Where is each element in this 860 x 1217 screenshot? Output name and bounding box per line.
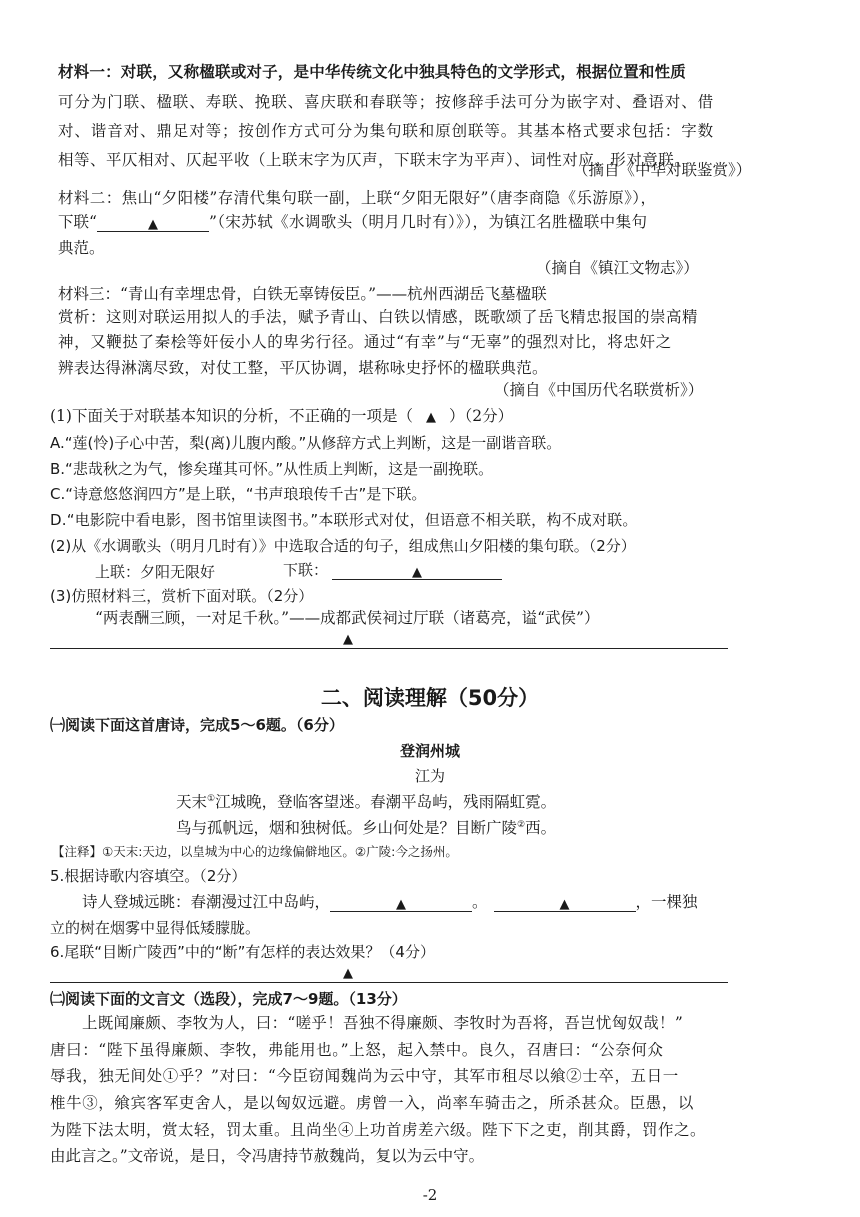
q2-upper: 上联：夕阳无限好 <box>95 563 216 581</box>
material2-source: （摘自《镇江文物志》） <box>536 259 699 277</box>
prose-line: 由此言之。”文帝说，是日，令冯唐持节赦魏尚，复以为云中守。 <box>50 1147 485 1165</box>
prose-line: 为陛下法太明，赏太轻，罚太重。且尚坐④上功首虏差六级。陛下下之吏，削其爵，罚作之。 <box>50 1121 707 1139</box>
q3-answer-line[interactable] <box>50 648 728 649</box>
material1-line: 相等、平仄相对、仄起平收（上联末字为仄声，下联末字为平声）、词性对应、形对意联。 <box>58 151 691 169</box>
material1-line <box>58 62 686 82</box>
q6-answer-mark <box>343 962 353 984</box>
q1-stem-pre: (1)下面关于对联基本知识的分析，不正确的一项是（ <box>50 407 413 425</box>
q5-blank-1[interactable] <box>330 893 472 912</box>
footnote-2: ② <box>517 820 526 830</box>
q5-line2: 立的树在烟雾中显得低矮朦胧。 <box>50 919 261 937</box>
answer-mark-icon: ▲ <box>559 897 570 912</box>
material2-line2 <box>58 212 647 232</box>
q1-answer-slot[interactable] <box>413 406 449 428</box>
material3-line: 赏析：这则对联运用拟人的手法，赋予青山、白铁以情感，既歌颂了岳飞精忠报国的崇高精 <box>58 308 699 326</box>
part1-title: ㈠阅读下面这首唐诗，完成5～6题。（6分） <box>50 716 344 734</box>
q6-stem: 6.尾联“目断广陵西”中的“断”有怎样的表达效果？（4分） <box>50 943 435 961</box>
material3-line: 神，又鞭挞了秦桧等奸佞小人的卑劣行径。通过“有幸”与“无辜”的强烈对比，将忠奸之 <box>58 333 672 351</box>
q1-option-d: D.“电影院中看电影，图书馆里读图书。”本联形式对仗，但语意不相关联，构不成对联。 <box>50 511 638 529</box>
material1-line: 可分为门联、楹联、寿联、挽联、喜庆联和春联等；按修辞手法可分为嵌字对、叠语对、借 <box>58 93 715 111</box>
prose-line: 唐曰：“陛下虽得廉颇、李牧，弗能用也。”上怒，起入禁中。良久，召唐曰：“公奈何众 <box>50 1041 664 1059</box>
q2-lower <box>283 560 502 580</box>
prose-line: 椎牛③，飨宾客军吏舍人，是以匈奴远避。虏曾一入，尚率车骑击之，所杀甚众。臣愚，以 <box>50 1094 695 1112</box>
poem-line1-b: 江城晚，登临客望迷。春潮平岛屿，残雨隔虹霓。 <box>215 793 557 812</box>
q2-stem: (2)从《水调歌头（明月几时有）》中选取合适的句子，组成焦山夕阳楼的集句联。（2分） <box>50 537 636 555</box>
material3-line: 辨表达得淋漓尽致，对仗工整，平仄协调，堪称咏史抒怀的楹联典范。 <box>58 359 548 377</box>
poem-line2-a: 鸟与孤帆远，烟和独树低。乡山何处是？目断广陵 <box>176 819 518 838</box>
q5-line1-pre: 诗人登城远眺：春潮漫过江中岛屿， <box>82 893 331 911</box>
q3-stem: (3)仿照材料三，赏析下面对联。（2分） <box>50 587 314 605</box>
q5-line1-mid: 。 <box>472 893 488 911</box>
material2-line2-post: ”（宋苏轼《水调歌头（明月几时有）》），为镇江名胜楹联中集句 <box>208 213 648 231</box>
q5-line1-post: ，一棵独 <box>635 893 698 911</box>
material3-line1: 材料三：“青山有幸埋忠骨，白铁无辜铸佞臣。”——杭州西湖岳飞墓楹联 <box>58 285 547 303</box>
q1-stem-post: ）（2分） <box>448 407 514 425</box>
poem-note: 【注释】①天末:天边，以皇城为中心的边缘偏僻地区。②广陵:今之扬州。 <box>52 844 458 859</box>
page-number: -2 <box>422 1186 438 1204</box>
poem-title: 登润州城 <box>399 742 460 760</box>
material1-line: 对、谐音对、鼎足对等；按创作方式可分为集句联和原创联等。其基本格式要求包括：字数 <box>58 122 715 140</box>
answer-mark-icon: ▲ <box>343 966 353 981</box>
poem-line1 <box>176 789 556 812</box>
poem-line1-a: 天末 <box>176 793 208 812</box>
material2-line1: 材料二：焦山“夕阳楼”存清代集句联一副，上联“夕阳无限好”（唐李商隐《乐游原》）， <box>58 189 657 207</box>
q2-answer-blank[interactable] <box>332 561 502 580</box>
material3-source: （摘自《中国历代名联赏析》） <box>494 381 704 399</box>
q5-line1 <box>82 892 698 912</box>
q1-option-c: C.“诗意悠悠润四方”是上联，“书声琅琅传千古”是下联。 <box>50 485 427 503</box>
part2-title: ㈡阅读下面的文言文（选段），完成7～9题。（13分） <box>50 990 407 1008</box>
answer-mark-icon: ▲ <box>343 632 353 647</box>
prose-line: 上既闻廉颇、李牧为人，曰：“嗟乎！吾独不得廉颇、李牧时为吾将，吾岂忧匈奴哉！” <box>82 1014 684 1032</box>
poem-author: 江为 <box>414 767 445 785</box>
q2-lower-label: 下联： <box>283 561 329 579</box>
answer-mark-icon: ▲ <box>147 217 158 232</box>
prose-line: 辱我，独无间处①乎？”对曰：“今臣窃闻魏尚为云中守，其军市租尽以飨②士卒，五日一 <box>50 1067 679 1085</box>
answer-mark-icon: ▲ <box>412 565 423 580</box>
poem-line2-b: 西。 <box>525 819 557 838</box>
q3-answer-mark <box>343 628 353 650</box>
material2-line3: 典范。 <box>58 239 105 257</box>
q1-option-a: A.“莲(怜)子心中苦，梨(离)儿腹内酸。”从修辞方式上判断，这是一副谐音联。 <box>50 434 562 452</box>
q1-stem <box>50 406 513 428</box>
answer-mark-icon: ▲ <box>396 897 407 912</box>
q6-answer-line[interactable] <box>50 982 728 983</box>
poem-line2 <box>176 815 556 838</box>
material1-source: （摘自《中华对联鉴赏》） <box>573 161 752 179</box>
q5-stem: 5.根据诗歌内容填空。（2分） <box>50 867 247 885</box>
q1-option-b: B.“悲哉秋之为气，惨矣瑾其可怀。”从性质上判断，这是一副挽联。 <box>50 460 494 478</box>
q5-blank-2[interactable] <box>494 893 636 912</box>
answer-mark-icon: ▲ <box>425 410 436 425</box>
material1-line-text: 材料一：对联，又称楹联或对子，是中华传统文化中独具特色的文学形式，根据位置和性质 <box>58 62 687 81</box>
q3-couplet: “两表酬三顾，一对足千秋。”——成都武侯祠过厅联（诸葛亮，谥“武侯”） <box>95 609 600 627</box>
material2-answer-blank[interactable] <box>97 213 209 232</box>
material2-line2-pre: 下联“ <box>58 213 97 231</box>
section2-title: 二、阅读理解（50分） <box>320 686 540 710</box>
footnote-1: ① <box>207 794 216 804</box>
